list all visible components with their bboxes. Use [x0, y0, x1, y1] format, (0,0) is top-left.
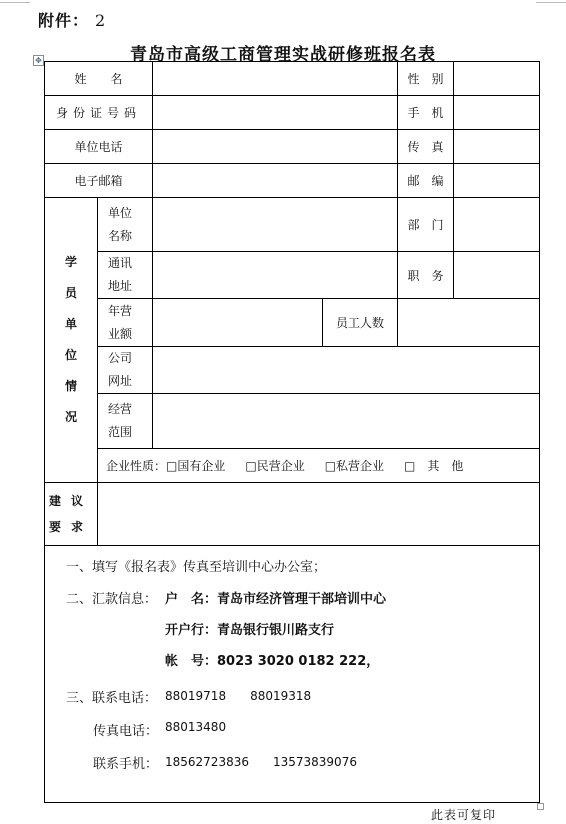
fax-number: 88013480 [165, 720, 227, 734]
row-nature [45, 449, 540, 483]
annex-label: 附件： [38, 11, 90, 30]
postcode-label: 邮 编 [398, 164, 454, 198]
row-id [45, 96, 540, 130]
address-field[interactable] [153, 252, 398, 299]
unit-title-char: 况 [64, 410, 77, 424]
row-name [45, 62, 540, 96]
website-label [98, 347, 153, 394]
unit-title-char: 情 [64, 379, 77, 393]
name-label: 姓 名 [45, 62, 153, 96]
row-revenue [45, 299, 540, 347]
instruction-fax: 一、填写《报名表》传真至培训中心办公室； [66, 560, 327, 575]
account-name: 户 名：青岛市经济管理干部培训中心 [165, 592, 387, 607]
requirements-label-line: 建议 [48, 494, 93, 508]
staff-count-field[interactable] [398, 299, 540, 347]
work-phone-field[interactable] [153, 130, 398, 164]
bank-name: 开户行：青岛银行银川路支行 [165, 623, 335, 638]
nature-option-private[interactable]: □民营企业 [245, 459, 305, 473]
row-website [45, 347, 540, 394]
scope-label [98, 394, 153, 449]
staff-count-label: 员工人数 [323, 299, 398, 347]
revenue-label-line: 年营 [108, 303, 133, 318]
revenue-label-line: 业额 [108, 326, 133, 341]
position-label: 职 务 [398, 252, 454, 299]
nature-option-state[interactable]: □国有企业 [166, 459, 226, 473]
revenue-label [98, 299, 153, 347]
mobile-label: 手 机 [398, 96, 454, 130]
footer-note: 此表可复印 [431, 808, 497, 822]
gender-label: 性 别 [398, 62, 454, 96]
unit-title-char: 单 [64, 317, 77, 331]
phone-numbers: 88019718 88019318 [165, 689, 312, 703]
registration-form-table [44, 61, 540, 546]
form-title: 青岛市高级工商管理实战研修班报名表 [130, 45, 436, 65]
requirements-field[interactable] [98, 483, 540, 546]
unit-name-field[interactable] [153, 198, 398, 252]
id-number-field[interactable] [153, 96, 398, 130]
nature-label: 企业性质： [106, 459, 167, 473]
requirements-label [45, 483, 98, 546]
account-number: 帐 号：8023 3020 0182 222， [165, 654, 380, 669]
name-field[interactable] [153, 62, 398, 96]
revenue-field[interactable] [153, 299, 323, 347]
email-label: 电子邮箱 [45, 164, 153, 198]
enterprise-nature [98, 449, 540, 483]
mobile-contact-label: 联系手机： [93, 757, 159, 772]
mobile-numbers: 18562723836 13573839076 [165, 755, 357, 769]
unit-title-char: 学 [64, 255, 77, 269]
website-label-line: 网址 [108, 374, 133, 388]
address-label-line: 通讯 [108, 256, 133, 270]
page-corner-mark-left [0, 2, 30, 3]
department-label: 部 门 [398, 198, 454, 252]
fax-number-label: 传真电话： [93, 724, 159, 739]
gender-field[interactable] [454, 62, 540, 96]
scope-field[interactable] [153, 394, 540, 449]
annex-number: 2 [95, 11, 107, 30]
table-resize-handle[interactable] [537, 803, 544, 810]
address-label [98, 252, 153, 299]
id-number-label: 身份证号码 [45, 96, 153, 130]
move-icon[interactable]: ✥ [33, 55, 44, 66]
unit-name-label [98, 198, 153, 252]
scope-label-line: 范围 [108, 425, 133, 439]
row-email [45, 164, 540, 198]
address-label-line: 地址 [108, 279, 133, 293]
unit-name-label-line: 单位 [108, 205, 133, 220]
remit-label: 二、汇款信息： [66, 592, 158, 607]
postcode-field[interactable] [454, 164, 540, 198]
row-work-phone [45, 130, 540, 164]
mobile-field[interactable] [454, 96, 540, 130]
annex-heading [38, 8, 106, 31]
email-field[interactable] [153, 164, 398, 198]
row-unit-name [45, 198, 540, 252]
unit-section-title [45, 198, 98, 483]
fax-label: 传 真 [398, 130, 454, 164]
row-scope [45, 394, 540, 449]
nature-option-other[interactable]: □ 其 他 [404, 459, 464, 473]
instructions-box [44, 545, 540, 803]
page-corner-mark-right [536, 2, 566, 3]
unit-name-label-line: 名称 [108, 228, 133, 243]
website-label-line: 公司 [108, 351, 133, 365]
position-field[interactable] [454, 252, 540, 299]
phone-label: 三、联系电话： [66, 691, 158, 706]
nature-option-proprietary[interactable]: □私营企业 [324, 459, 385, 473]
scope-label-line: 经营 [108, 402, 133, 416]
requirements-label-line: 要求 [48, 520, 93, 534]
department-field[interactable] [454, 198, 540, 252]
row-requirements [45, 483, 540, 546]
unit-title-char: 位 [64, 348, 77, 362]
unit-title-char: 员 [64, 286, 77, 300]
work-phone-label: 单位电话 [45, 130, 153, 164]
row-address [45, 252, 540, 299]
website-field[interactable] [153, 347, 540, 394]
fax-field[interactable] [454, 130, 540, 164]
